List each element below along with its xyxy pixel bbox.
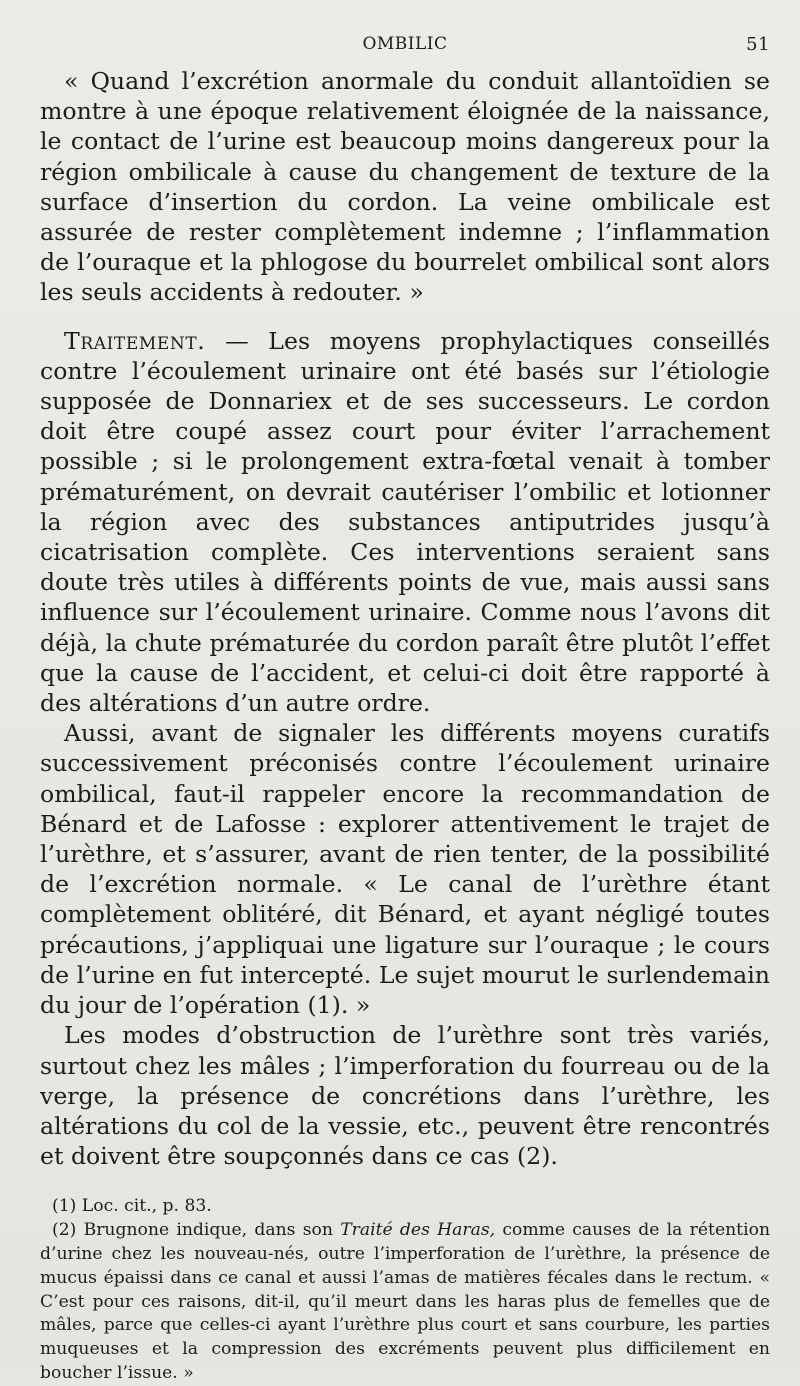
footnotes (40, 1195, 770, 1385)
footnote-2-lead: (2) Brugnone indique, dans son (52, 1220, 341, 1241)
footnote-2 (40, 1219, 770, 1386)
paragraph-aussi: Aussi, avant de signaler les différents moyens curatifs successivement préconisés contre l’écoulement urinaire ombilical, faut-il rappeler encore la recommandation de Bénard et de Lafosse : explorer attentivement le trajet de l’urèthre, et s’assurer, avant de rien tenter, de la possibilité de l’excrétion normale. « Le canal de l’urèthre étant complètement oblitéré, dit Bénard, et ayant négligé toutes précautions, j’appliquai une ligature sur l’ouraque ; le cours de l’urine en fut intercepté. Le sujet mourut le surlendemain du jour de l’opération (1). » (40, 719, 770, 1020)
footnote-1: (1) Loc. cit., p. 83. (52, 1196, 212, 1217)
running-head (40, 30, 770, 66)
footnote-2-text: comme causes de la rétention d’urine chez les nouveau-nés, outre l’imperforation de l’urèthre, la présence de mucus épaissi dans ce canal et aussi l’amas de matières fécales dans le rectum. « C’est pour ces raisons, dit-il, qu’il meurt dans les haras plus de femelles que de mâles, parce que celles-ci ayant l’urèthre plus court et sans courbure, les parties muqueuses et la compression des excréments peuvent plus difficilement en boucher l’issue. » (40, 1220, 771, 1383)
running-title: OMBILIC (362, 34, 448, 54)
section-heading-traitement: Traitement. (64, 326, 206, 355)
paragraph-traitement-text: — Les moyens prophylactiques conseillés contre l’écoulement urinaire ont été basés sur l’étiologie supposée de Donnariex et de ses successeurs. Le cordon doit être coupé assez court pour éviter l’arrachement possible ; si le prolongement extra-fœtal venait à tomber prématurément, on devrait cautériser l’ombilic et lotionner la région avec des substances antiputrides jusqu’à cicatrisation complète. Ces interventions seraient sans doute très utiles à différents points de vue, mais aussi sans influence sur l’écoulement urinaire. Comme nous l’avons dit déjà, la chute prématurée du cordon paraît être plutôt l’effet que la cause de l’accident, et celui-ci doit être rapporté à des altérations d’un autre ordre. (40, 326, 770, 718)
paragraph-obstruction: Les modes d’obstruction de l’urèthre sont très variés, surtout chez les mâles ; l’imperforation du fourreau ou de la verge, la présence de concrétions dans l’urèthre, les altérations du col de la vessie, etc., peuvent être rencontrés et doivent être soupçonnés dans ce cas (2). (40, 1021, 770, 1171)
footnote-2-book-title: Traité des Haras, (340, 1220, 496, 1241)
paragraph-traitement (40, 326, 770, 719)
paragraph-quote: « Quand l’excrétion anormale du conduit allantoïdien se montre à une époque relativement éloignée de la naissance, le contact de l’urine est beaucoup moins dangereux pour la région ombilicale à cause du changement de texture de la surface d’insertion du cordon. La veine ombilicale est assurée de rester complètement indemne ; l’inflammation de l’ouraque et la phlogose du bourrelet ombilical sont alors les seuls accidents à redouter. » (40, 67, 770, 307)
body-text (40, 66, 770, 1171)
page-number: 51 (746, 34, 770, 55)
